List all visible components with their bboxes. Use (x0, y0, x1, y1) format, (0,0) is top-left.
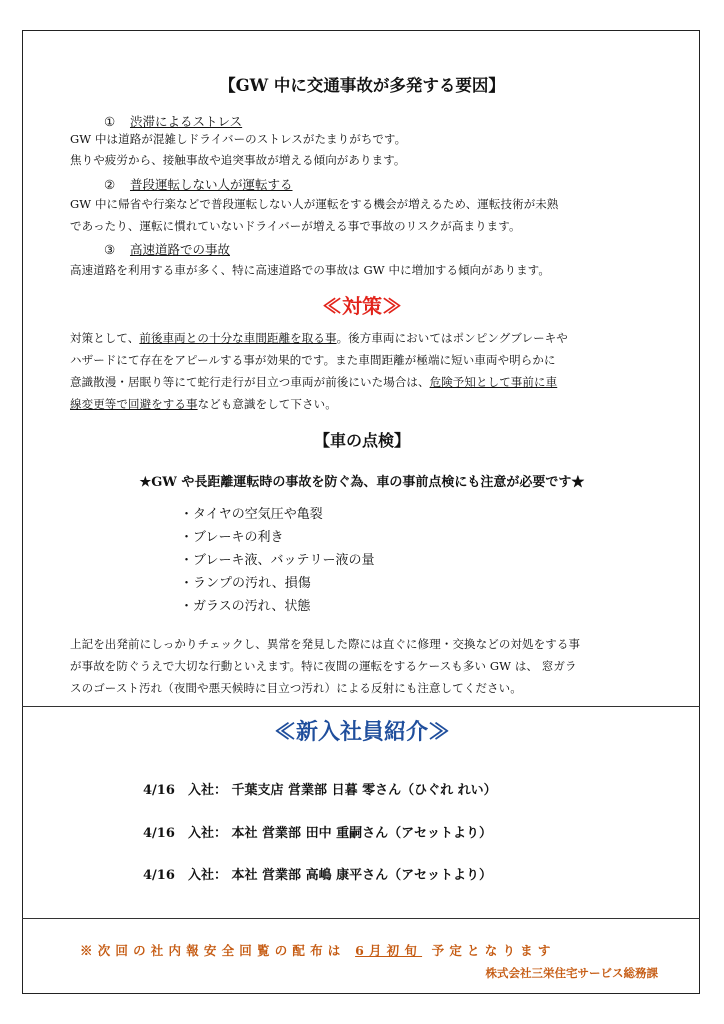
inspection-lead: ★GW や長距離運転時の事故を防ぐ為、車の事前点検にも注意が必要です★ (139, 475, 585, 490)
inspection-item: ・ブレーキの利き (180, 530, 284, 545)
employee-date: 4/16 (143, 868, 175, 883)
notice-date: 6月初旬 (355, 943, 423, 958)
reason-2-heading (104, 175, 293, 193)
inspection-closing-line-2: が事故を防ぐうえで大切な行動といえます。特に夜間の運転をするケースも多い GW は、 窓ガラ (70, 659, 577, 673)
inspection-item: ・ランプの汚れ、損傷 (180, 576, 311, 591)
employee-entry (143, 822, 492, 841)
reason-1-title: 渋滞によるストレス (129, 114, 243, 129)
reason-1-line-1: GW 中は道路が混雑しドライバーのストレスがたまりがちです。 (70, 132, 407, 146)
reason-1-number: ① (104, 114, 116, 129)
employee-entry (143, 864, 492, 883)
reason-2-line-1: GW 中に帰省や行楽などで普段運転しない人が運転をする機会が増えるため、運転技術が未熟 (70, 197, 559, 211)
gw-section-title: 【GW 中に交通事故が多発する要因】 (219, 76, 505, 95)
countermeasure-line-2: ハザードにて存在をアピールする事が効果的です。また車間距離が極端に短い車両や明らかに (70, 353, 556, 367)
underlined-text: 危険予知として事前に車 (429, 375, 558, 389)
section-divider (22, 918, 700, 919)
text-span: ※次回の社内報安全回覧の配布は (80, 943, 346, 958)
inspection-title: 【車の点検】 (313, 431, 410, 450)
inspection-item: ・ガラスの汚れ、状態 (180, 599, 311, 614)
reason-2-number: ② (104, 177, 116, 192)
text-span: 意識散漫・居眠り等にて蛇行走行が目立つ車両が前後にいた場合は、 (70, 375, 430, 389)
countermeasure-title: ≪対策≫ (322, 294, 402, 318)
employee-date: 4/16 (143, 783, 175, 798)
reason-2-line-2: であったり、運転に慣れていないドライバーが増える事で事故のリスクが高まります。 (70, 219, 521, 233)
section-divider (22, 706, 700, 707)
underlined-text: 線変更等で回避をする事 (70, 397, 198, 411)
text-span: 。後方車両においてはポンピングブレーキや (336, 331, 568, 345)
reason-3-number: ③ (104, 242, 116, 257)
countermeasure-line-3 (70, 374, 557, 390)
company-name: 株式会社三栄住宅サービス総務課 (485, 966, 658, 980)
reason-2-title: 普段運転しない人が運転する (129, 177, 293, 192)
inspection-item: ・タイヤの空気圧や亀裂 (180, 507, 323, 522)
next-distribution-notice (80, 941, 556, 959)
reason-3-line-1: 高速道路を利用する車が多く、特に高速道路での事故は GW 中に増加する傾向があります。 (70, 263, 550, 277)
inspection-closing-line-1: 上記を出発前にしっかりチェックし、異常を発見した際には直ぐに修理・交換などの対処をする事 (70, 637, 581, 651)
text-span: 対策として、 (70, 331, 140, 345)
text-span: 予定となります (431, 943, 556, 958)
reason-3-heading (104, 240, 230, 258)
employee-text: 入社： 本社 営業部 高嶋 康平さん（アセットより） (188, 868, 492, 883)
countermeasure-line-4 (70, 396, 337, 412)
employee-date: 4/16 (143, 826, 175, 841)
employee-text: 入社： 本社 営業部 田中 重嗣さん（アセットより） (188, 826, 492, 841)
reason-3-title: 高速道路での事故 (129, 242, 230, 257)
employee-text: 入社： 千葉支店 営業部 日暮 零さん（ひぐれ れい） (188, 783, 497, 798)
inspection-closing-line-3: スのゴースト汚れ（夜間や悪天候時に目立つ汚れ）による反射にも注意してください。 (70, 681, 522, 695)
text-span: なども意識をして下さい。 (197, 397, 337, 411)
inspection-item: ・ブレーキ液、バッテリー液の量 (180, 553, 375, 568)
countermeasure-line-1 (70, 330, 568, 346)
reason-1-line-2: 焦りや疲労から、接触事故や追突事故が増える傾向があります。 (70, 153, 406, 167)
employee-entry (143, 779, 497, 798)
reason-1-heading (104, 112, 242, 130)
new-employees-title: ≪新入社員紹介≫ (273, 719, 450, 745)
underlined-text: 前後車両との十分な車間距離を取る事 (139, 331, 337, 345)
